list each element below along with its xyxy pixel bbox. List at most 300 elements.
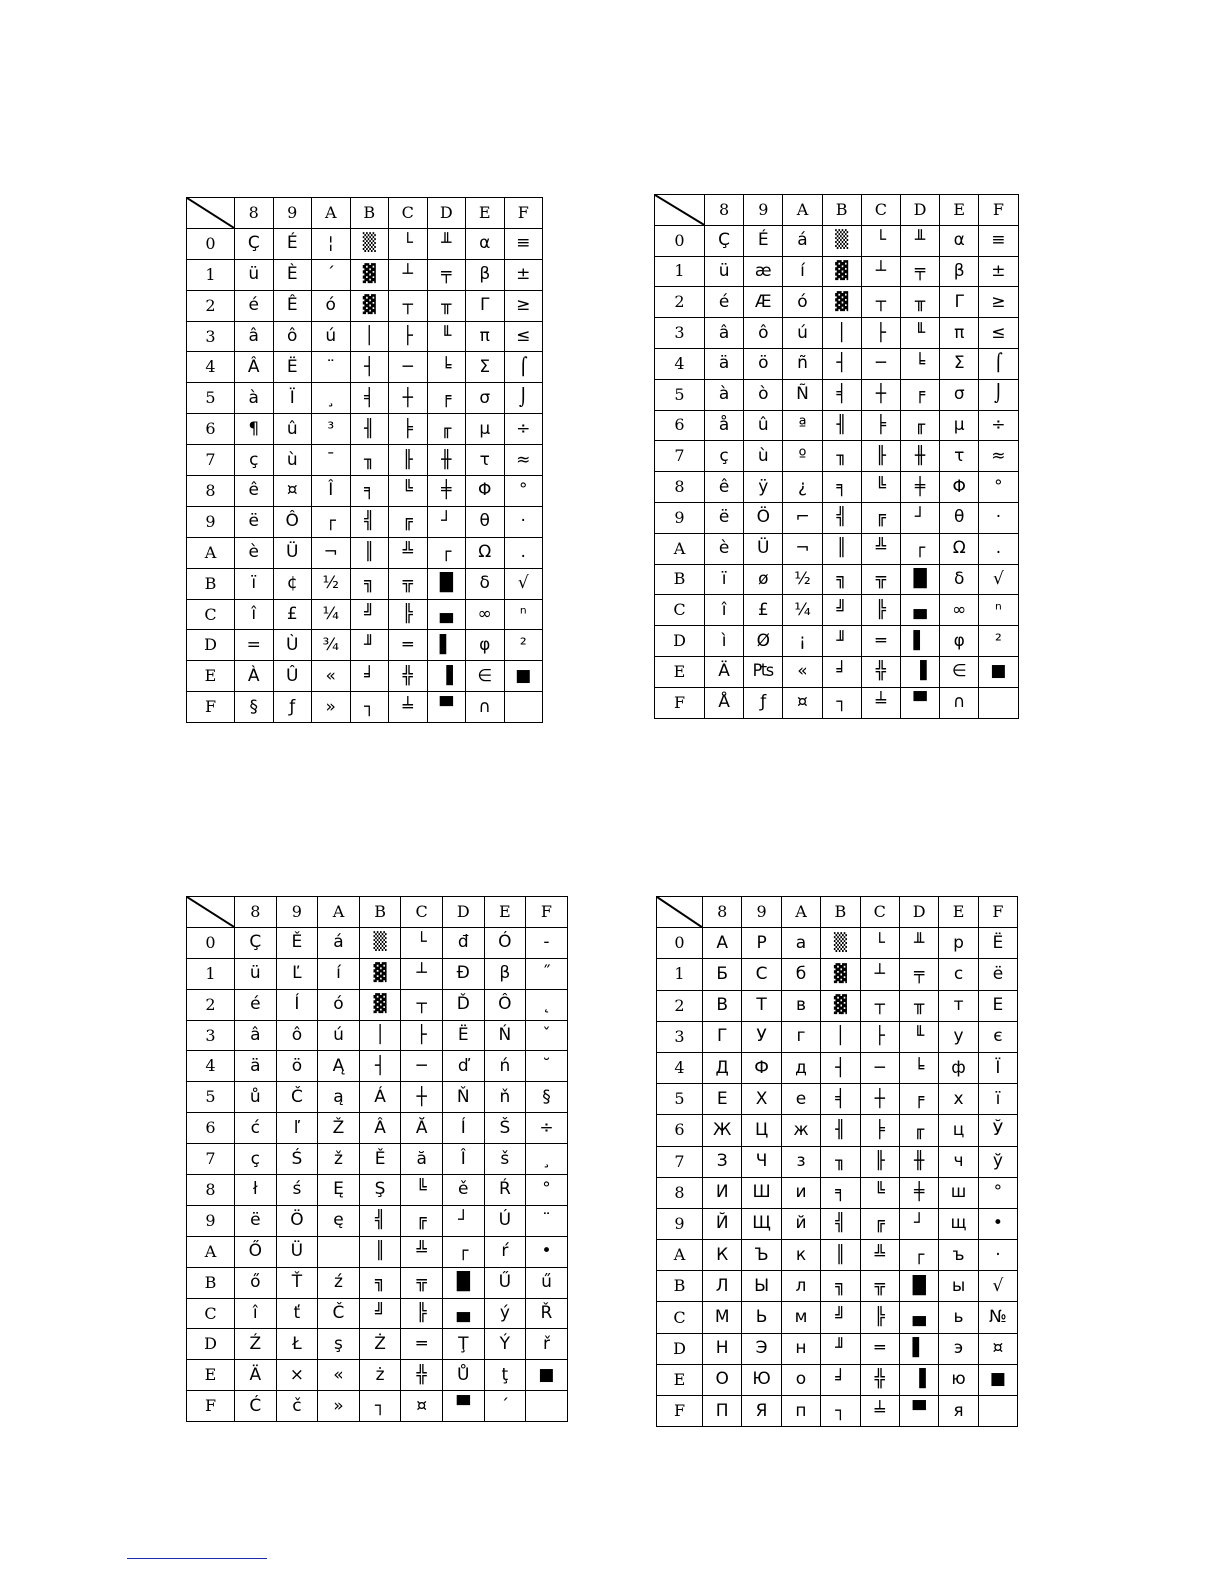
column-header: E: [940, 195, 979, 226]
character-cell: à: [705, 379, 744, 410]
character-cell: ┐: [822, 687, 861, 718]
character-cell: σ: [466, 383, 505, 414]
row-header: 5: [187, 1082, 235, 1113]
row-header: D: [655, 626, 705, 657]
column-header: E: [466, 198, 505, 229]
column-header: E: [939, 897, 978, 928]
character-cell: š: [484, 1144, 526, 1175]
character-cell: ╢: [821, 1115, 860, 1146]
table-row: [655, 256, 1019, 287]
character-cell: ╡: [350, 383, 389, 414]
character-cell: ╨: [900, 225, 939, 256]
character-cell: ї: [978, 1084, 1017, 1115]
character-cell: ¨: [526, 1205, 568, 1236]
character-cell: Ö: [744, 502, 783, 533]
character-cell: ╧: [389, 692, 428, 723]
character-cell: δ: [940, 564, 979, 595]
character-cell: .: [504, 537, 543, 568]
row-header: 0: [187, 927, 235, 958]
character-cell: ▒: [821, 928, 860, 959]
character-cell: Т: [742, 990, 781, 1021]
character-cell: └: [860, 928, 899, 959]
row-header: 4: [655, 348, 705, 379]
row-header: A: [187, 537, 235, 568]
table-row: [187, 1236, 568, 1267]
character-cell: э: [939, 1333, 978, 1364]
character-cell: │: [821, 1021, 860, 1052]
table-corner: [655, 195, 705, 226]
row-header: 9: [187, 1205, 235, 1236]
character-cell: ╛: [822, 656, 861, 687]
row-header: 7: [657, 1146, 703, 1177]
table-row: [187, 1082, 568, 1113]
character-cell: ╟: [860, 1146, 899, 1177]
character-cell: ┤: [822, 348, 861, 379]
character-cell: ň: [484, 1082, 526, 1113]
row-header: 7: [655, 441, 705, 472]
character-cell: ö: [276, 1051, 318, 1082]
character-cell: █: [427, 568, 466, 599]
character-cell: └: [389, 228, 428, 259]
table-row: [187, 692, 543, 723]
character-cell: ď: [442, 1051, 484, 1082]
character-cell: é: [705, 287, 744, 318]
character-cell: Σ: [466, 352, 505, 383]
character-cell: [318, 1236, 360, 1267]
character-cell: ä: [235, 1051, 277, 1082]
character-cell: í: [783, 256, 822, 287]
character-cell: ¡: [783, 626, 822, 657]
character-cell: я: [939, 1396, 978, 1427]
character-cell: Ć: [235, 1391, 277, 1422]
character-cell: α: [940, 225, 979, 256]
row-header: 5: [657, 1084, 703, 1115]
table-row: [655, 687, 1019, 718]
column-header: 8: [235, 198, 274, 229]
character-cell: ┘: [899, 1208, 938, 1239]
character-cell: Â: [359, 1113, 401, 1144]
table-row: [187, 228, 543, 259]
character-cell: ═: [389, 630, 428, 661]
character-cell: ╘: [900, 348, 939, 379]
character-cell: ╚: [401, 1175, 443, 1206]
character-cell: â: [235, 1020, 277, 1051]
character-cell: ═: [861, 626, 900, 657]
character-cell: ─: [401, 1051, 443, 1082]
character-cell: Æ: [744, 287, 783, 318]
character-cell: ┐: [359, 1391, 401, 1422]
character-cell: Ê: [273, 290, 312, 321]
character-cell: Ü: [276, 1236, 318, 1267]
table-row: [657, 1396, 1018, 1427]
character-cell: Ź: [235, 1329, 277, 1360]
character-cell: §: [526, 1082, 568, 1113]
character-cell: ą: [318, 1082, 360, 1113]
character-cell: ¢: [273, 568, 312, 599]
character-cell: ≈: [979, 441, 1018, 472]
character-cell: М: [703, 1302, 742, 1333]
character-cell: À: [235, 661, 274, 692]
character-cell: ╟: [389, 445, 428, 476]
table-row: [657, 1333, 1018, 1364]
row-header: F: [655, 687, 705, 718]
character-cell: ─: [389, 352, 428, 383]
character-cell: ▀: [427, 692, 466, 723]
character-cell: Ú: [484, 1205, 526, 1236]
character-cell: ┌: [899, 1240, 938, 1271]
row-header: 0: [655, 225, 705, 256]
character-cell: ▓: [821, 990, 860, 1021]
character-cell: Φ: [466, 476, 505, 507]
character-cell: ń: [484, 1051, 526, 1082]
row-header: 2: [187, 290, 235, 321]
character-cell: ±: [504, 259, 543, 290]
row-header: B: [187, 1267, 235, 1298]
character-cell: ż: [359, 1360, 401, 1391]
character-cell: •: [978, 1208, 1017, 1239]
character-cell: θ: [940, 502, 979, 533]
table-row: [657, 990, 1018, 1021]
character-cell: ▌: [899, 1333, 938, 1364]
character-cell: ş: [318, 1329, 360, 1360]
character-cell: а: [781, 928, 820, 959]
character-cell: Е: [703, 1084, 742, 1115]
row-header: B: [187, 568, 235, 599]
character-cell: Č: [276, 1082, 318, 1113]
column-header: A: [783, 195, 822, 226]
character-cell: ╕: [822, 472, 861, 503]
header-row: [187, 897, 568, 928]
character-cell: Ř: [526, 1298, 568, 1329]
character-cell: ╩: [389, 537, 428, 568]
character-cell: ╦: [401, 1267, 443, 1298]
character-cell: Ô: [273, 506, 312, 537]
row-header: E: [655, 656, 705, 687]
character-cell: └: [401, 927, 443, 958]
character-cell: «: [312, 661, 351, 692]
character-cell: ¸: [312, 383, 351, 414]
table-row: [187, 989, 568, 1020]
character-cell: Û: [273, 661, 312, 692]
character-cell: Ø: [744, 626, 783, 657]
character-cell: ¸: [526, 1144, 568, 1175]
row-header: 0: [657, 928, 703, 959]
row-header: 3: [187, 1020, 235, 1051]
character-cell: Ä: [235, 1360, 277, 1391]
character-cell: ≈: [504, 445, 543, 476]
character-cell: đ: [442, 927, 484, 958]
column-header: B: [350, 198, 389, 229]
character-cell: ç: [705, 441, 744, 472]
character-cell: Ф: [742, 1052, 781, 1083]
character-cell: Ä: [705, 656, 744, 687]
character-cell: .: [979, 533, 1018, 564]
character-cell: č: [276, 1391, 318, 1422]
character-cell: ║: [822, 533, 861, 564]
character-cell: ¾: [312, 630, 351, 661]
character-cell: ƒ: [273, 692, 312, 723]
character-cell: ┌: [427, 537, 466, 568]
character-cell: м: [781, 1302, 820, 1333]
row-header: A: [655, 533, 705, 564]
character-cell: ⁿ: [504, 599, 543, 630]
character-cell: ´: [312, 259, 351, 290]
character-cell: к: [781, 1240, 820, 1271]
row-header: 8: [655, 472, 705, 503]
character-cell: [504, 692, 543, 723]
character-cell: В: [703, 990, 742, 1021]
character-cell: ┴: [860, 959, 899, 990]
column-header: 9: [276, 897, 318, 928]
character-cell: β: [466, 259, 505, 290]
character-cell: ł: [235, 1175, 277, 1206]
character-cell: °: [979, 472, 1018, 503]
character-cell: ╣: [359, 1205, 401, 1236]
character-cell: ж: [781, 1115, 820, 1146]
table-row: [657, 1084, 1018, 1115]
character-cell: ù: [744, 441, 783, 472]
character-cell: П: [703, 1396, 742, 1427]
column-header: D: [899, 897, 938, 928]
character-cell: ╘: [427, 352, 466, 383]
character-cell: ¬: [312, 537, 351, 568]
character-cell: Ý: [484, 1329, 526, 1360]
character-cell: Ó: [484, 927, 526, 958]
character-cell: ▌: [427, 630, 466, 661]
row-header: 1: [655, 256, 705, 287]
character-cell: β: [484, 958, 526, 989]
character-cell: θ: [466, 506, 505, 537]
character-cell: ╝: [822, 595, 861, 626]
table-row: [187, 259, 543, 290]
character-cell: Ù: [273, 630, 312, 661]
character-cell: Й: [703, 1208, 742, 1239]
character-cell: ´: [484, 1391, 526, 1422]
row-header: 3: [187, 321, 235, 352]
character-cell: ₧: [744, 656, 783, 687]
character-cell: ╜: [350, 630, 389, 661]
character-cell: ┤: [821, 1052, 860, 1083]
character-cell: â: [235, 321, 274, 352]
character-cell: «: [783, 656, 822, 687]
character-cell: π: [466, 321, 505, 352]
character-cell: ╚: [860, 1177, 899, 1208]
character-cell: ▄: [427, 599, 466, 630]
character-cell: Ţ: [442, 1329, 484, 1360]
character-cell: С: [742, 959, 781, 990]
character-cell: Ň: [442, 1082, 484, 1113]
column-header: 9: [742, 897, 781, 928]
row-header: 2: [657, 990, 703, 1021]
character-cell: Ç: [705, 225, 744, 256]
row-header: 2: [187, 989, 235, 1020]
table-row: [187, 599, 543, 630]
character-cell: ê: [235, 476, 274, 507]
character-cell: ¤: [783, 687, 822, 718]
table-row: [657, 1240, 1018, 1271]
row-header: E: [657, 1364, 703, 1395]
character-cell: Ś: [276, 1144, 318, 1175]
character-cell: ╘: [899, 1052, 938, 1083]
character-cell: ╫: [900, 441, 939, 472]
character-cell: ú: [312, 321, 351, 352]
character-cell: ┌: [442, 1236, 484, 1267]
character-cell: ▓: [822, 256, 861, 287]
character-cell: н: [781, 1333, 820, 1364]
character-cell: φ: [940, 626, 979, 657]
row-header: C: [187, 1298, 235, 1329]
row-header: 8: [657, 1177, 703, 1208]
character-cell: Ö: [276, 1205, 318, 1236]
character-cell: █: [442, 1267, 484, 1298]
character-cell: ├: [389, 321, 428, 352]
character-cell: ²: [979, 626, 1018, 657]
character-cell: ╝: [350, 599, 389, 630]
table-row: [187, 1051, 568, 1082]
table-row: [187, 1360, 568, 1391]
row-header: 6: [187, 1113, 235, 1144]
code-page-table-3: [186, 896, 568, 1422]
character-cell: ▓: [359, 989, 401, 1020]
row-header: 5: [187, 383, 235, 414]
character-cell: ⌠: [504, 352, 543, 383]
character-cell: û: [744, 410, 783, 441]
character-cell: ╬: [861, 656, 900, 687]
column-header: D: [427, 198, 466, 229]
character-cell: ╤: [427, 259, 466, 290]
character-cell: ô: [273, 321, 312, 352]
column-header: D: [900, 195, 939, 226]
character-cell: Ń: [484, 1020, 526, 1051]
character-cell: ╨: [427, 228, 466, 259]
character-cell: °: [978, 1177, 1017, 1208]
character-cell: о: [781, 1364, 820, 1395]
character-cell: é: [235, 290, 274, 321]
footnote-rule: [127, 1558, 267, 1559]
character-cell: Ч: [742, 1146, 781, 1177]
character-cell: р: [939, 928, 978, 959]
character-cell: ╣: [821, 1208, 860, 1239]
character-cell: №: [978, 1302, 1017, 1333]
character-cell: ÷: [526, 1113, 568, 1144]
table-row: [655, 595, 1019, 626]
character-cell: Ę: [318, 1175, 360, 1206]
character-cell: ┼: [860, 1084, 899, 1115]
character-cell: ╖: [350, 445, 389, 476]
table-row: [187, 1020, 568, 1051]
row-header: F: [187, 692, 235, 723]
character-cell: ╦: [861, 564, 900, 595]
character-cell: ╗: [822, 564, 861, 595]
character-cell: Ы: [742, 1271, 781, 1302]
character-cell: ╣: [350, 506, 389, 537]
column-header: A: [312, 198, 351, 229]
character-cell: ╠: [860, 1302, 899, 1333]
row-header: 7: [187, 445, 235, 476]
character-cell: ┘: [900, 502, 939, 533]
character-cell: Ľ: [276, 958, 318, 989]
character-cell: £: [273, 599, 312, 630]
character-cell: ž: [318, 1144, 360, 1175]
character-cell: ╧: [861, 687, 900, 718]
character-cell: Ш: [742, 1177, 781, 1208]
character-cell: Ç: [235, 228, 274, 259]
table-row: [655, 626, 1019, 657]
character-cell: ø: [744, 564, 783, 595]
character-cell: Ц: [742, 1115, 781, 1146]
character-cell: ║: [359, 1236, 401, 1267]
row-header: 6: [187, 414, 235, 445]
header-row: [187, 198, 543, 229]
header-row: [657, 897, 1018, 928]
table-row: [187, 352, 543, 383]
character-cell: ┐: [350, 692, 389, 723]
character-cell: ÿ: [744, 472, 783, 503]
row-header: 1: [187, 259, 235, 290]
row-header: C: [187, 599, 235, 630]
character-cell: Д: [703, 1052, 742, 1083]
character-cell: ⌐: [783, 502, 822, 533]
character-cell: б: [781, 959, 820, 990]
character-cell: ú: [318, 1020, 360, 1051]
table-row: [187, 1144, 568, 1175]
character-cell: ┴: [401, 958, 443, 989]
table-row: [187, 321, 543, 352]
character-cell: Ω: [466, 537, 505, 568]
character-cell: σ: [940, 379, 979, 410]
column-header: C: [860, 897, 899, 928]
character-cell: Ş: [359, 1175, 401, 1206]
character-cell: И: [703, 1177, 742, 1208]
table-row: [657, 1271, 1018, 1302]
character-cell: ľ: [276, 1113, 318, 1144]
character-cell: г: [781, 1021, 820, 1052]
character-cell: ╩: [401, 1236, 443, 1267]
table-row: [187, 414, 543, 445]
character-cell: ╨: [899, 928, 938, 959]
table-row: [655, 348, 1019, 379]
character-cell: ь: [939, 1302, 978, 1333]
character-cell: └: [861, 225, 900, 256]
character-cell: ú: [783, 318, 822, 349]
character-cell: ≡: [504, 228, 543, 259]
table-row: [187, 1267, 568, 1298]
character-cell: è: [705, 533, 744, 564]
character-cell: У: [742, 1021, 781, 1052]
character-cell: ╞: [861, 410, 900, 441]
character-cell: Я: [742, 1396, 781, 1427]
character-cell: п: [781, 1396, 820, 1427]
character-cell: §: [235, 692, 274, 723]
character-cell: °: [526, 1175, 568, 1206]
character-cell: ш: [939, 1177, 978, 1208]
character-cell: ╝: [821, 1302, 860, 1333]
character-cell: ║: [350, 537, 389, 568]
character-cell: ó: [318, 989, 360, 1020]
row-header: 3: [657, 1021, 703, 1052]
character-cell: е: [781, 1084, 820, 1115]
row-header: A: [657, 1240, 703, 1271]
character-cell: Ů: [442, 1360, 484, 1391]
character-cell: ╬: [860, 1364, 899, 1395]
row-header: 7: [187, 1144, 235, 1175]
character-cell: Γ: [466, 290, 505, 321]
character-cell: ╛: [350, 661, 389, 692]
character-cell: ■: [978, 1364, 1017, 1395]
character-cell: ·: [504, 506, 543, 537]
table-row: [655, 287, 1019, 318]
character-cell: ▐: [899, 1364, 938, 1395]
